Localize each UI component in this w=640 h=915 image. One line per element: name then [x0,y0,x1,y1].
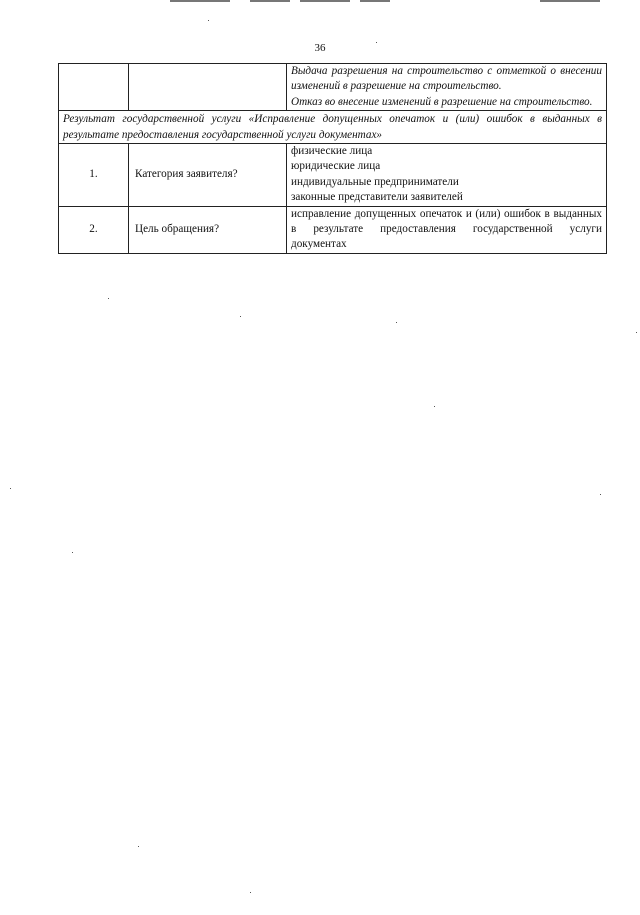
scan-edge-artifact [0,0,640,3]
page-number: 36 [314,42,326,54]
scan-speck [600,494,601,495]
section-header-row [59,111,607,144]
table-row [59,206,607,253]
row-answers [287,144,607,207]
section-header: Результат государственной услуги «Исправление допущенных опечаток и (или) ошибок в выданных в результате предоставления государственной услуги документах» [59,111,607,144]
scan-speck [138,846,139,847]
table-row [59,144,607,207]
row-number: 2. [59,206,129,253]
row-question: Категория заявителя? [129,144,287,207]
scan-speck [240,316,241,317]
answer-item: исправление допущенных опечаток и (или) ошибок в выданных в результате предоставления государственной услуги документах [291,207,602,251]
scan-speck [108,298,109,299]
scan-speck [10,488,11,489]
scan-speck [250,892,251,893]
scan-speck [208,20,209,21]
continued-question-cell [129,64,287,111]
row-answers [287,206,607,253]
answer-item: юридические лица [291,160,381,173]
continued-answer-cell [287,64,607,111]
answer-item: законные представители заявителей [291,191,463,204]
continued-row [59,64,607,111]
row-question: Цель обращения? [129,206,287,253]
scan-speck [434,406,435,407]
answer-item: индивидуальные предприниматели [291,175,459,188]
row-number: 1. [59,144,129,207]
continued-number-cell [59,64,129,111]
scan-speck [72,552,73,553]
answer-item: физические лица [291,145,373,158]
scan-speck [376,42,377,43]
continued-paragraph-2: Отказ во внесение изменений в разрешение на строительство. [291,95,593,108]
continued-paragraph-1: Выдача разрешения на строительство с отметкой о внесении изменений в разрешение на строительство. [291,65,602,93]
service-table [58,63,607,254]
scan-speck [636,332,637,333]
scan-speck [396,322,397,323]
